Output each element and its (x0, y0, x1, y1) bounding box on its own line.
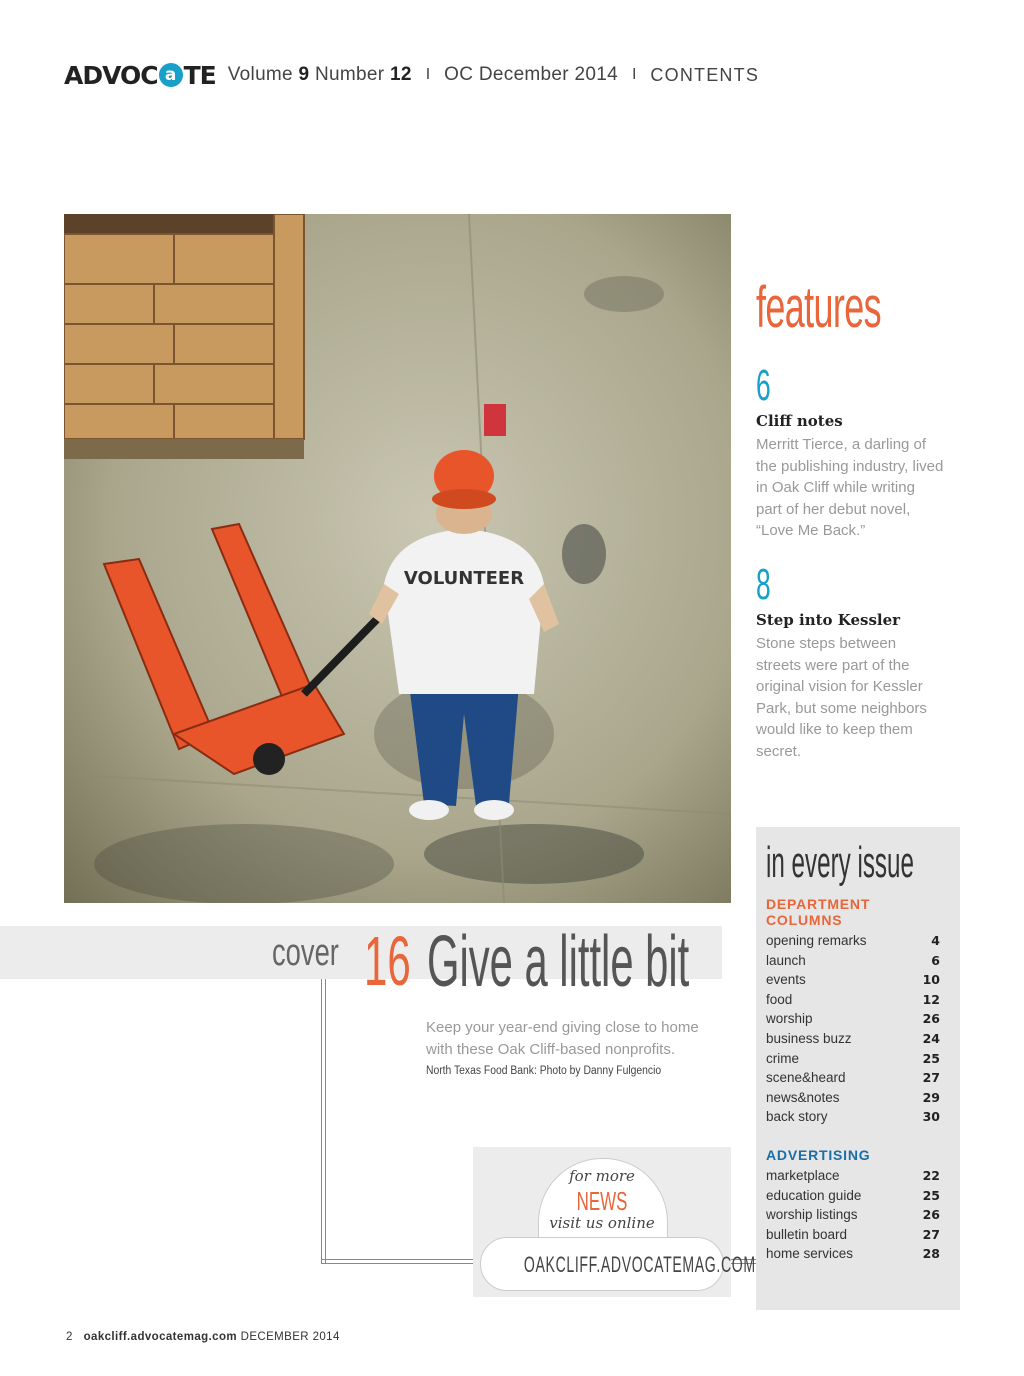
feature-2-description (756, 633, 966, 762)
feature-1-line: part of her debut novel, (756, 500, 911, 518)
logo-text-left: ADVOC (64, 60, 158, 90)
visit-online-text: visit us online (549, 1214, 655, 1232)
advertising-item-page: 22 (922, 1168, 940, 1183)
issue-info (228, 64, 412, 86)
advertising-item[interactable] (766, 1186, 940, 1206)
department-heading-line: COLUMNS (766, 912, 843, 928)
department-item[interactable] (766, 1009, 940, 1029)
footer-date: DECEMBER 2014 (240, 1331, 340, 1343)
feature-1-title: Cliff notes (756, 412, 843, 430)
website-link[interactable]: OAKCLIFF.ADVOCATEMAG.COM (523, 1252, 756, 1277)
advertising-item[interactable] (766, 1166, 940, 1186)
footer-site: oakcliff.advocatemag.com (83, 1331, 237, 1343)
volume-label: Volume (227, 64, 293, 85)
department-item[interactable] (766, 1029, 940, 1049)
department-item-page: 27 (922, 1070, 940, 1086)
cover-photo (64, 214, 731, 903)
department-item-page: 25 (922, 1050, 940, 1066)
connector-horizontal-left (321, 1259, 480, 1264)
volunteer-shirt-text: VOLUNTEER (403, 568, 525, 589)
department-item[interactable] (766, 931, 940, 951)
feature-1-description (756, 434, 966, 542)
department-item-name: food (766, 991, 793, 1007)
advertising-item[interactable] (766, 1205, 940, 1225)
advertising-item-name: home services (766, 1246, 854, 1262)
advertising-item-name: bulletin board (766, 1226, 848, 1242)
photo-credit: North Texas Food Bank: Photo by Danny Fulgencio (426, 1065, 662, 1077)
in-every-issue-heading: in every issue (766, 838, 914, 887)
news-text: NEWS (576, 1186, 628, 1216)
department-item[interactable] (766, 970, 940, 990)
department-item-page: 10 (922, 972, 940, 988)
advertising-item[interactable] (766, 1225, 940, 1245)
page-footer (66, 1331, 340, 1343)
department-item[interactable] (766, 1049, 940, 1069)
department-item-name: scene&heard (766, 1070, 846, 1086)
header-separator-2: I (631, 66, 637, 83)
advertising-item[interactable] (766, 1244, 940, 1264)
logo-at-icon: a (159, 63, 183, 87)
advertising-item-page: 27 (922, 1226, 940, 1242)
department-heading-line: DEPARTMENT (766, 896, 871, 912)
department-item[interactable] (766, 1107, 940, 1127)
issue-date: December 2014 (478, 64, 618, 85)
advertising-item-page: 28 (922, 1246, 940, 1262)
feature-2-line: streets were part of the (756, 656, 910, 674)
cover-description (426, 1017, 736, 1061)
department-item-name: business buzz (766, 1031, 852, 1046)
advocate-logo (64, 61, 216, 90)
feature-2-line: Stone steps between (756, 635, 897, 652)
feature-1-line: the publishing industry, lived (756, 457, 944, 475)
feature-2-page: 8 (756, 560, 771, 609)
cover-label: cover (272, 932, 339, 974)
for-more-text: for more (569, 1167, 635, 1185)
cover-desc-line: with these Oak Cliff-based nonprofits. (426, 1041, 676, 1058)
issue-number: 12 (389, 64, 412, 85)
cover-page-number: 16 (364, 922, 411, 1000)
warehouse-volunteer-illustration (64, 214, 731, 903)
department-item-page: 29 (922, 1089, 940, 1105)
department-item-page: 6 (931, 952, 940, 968)
features-heading: features (756, 275, 881, 340)
connector-vertical (321, 979, 326, 1264)
advertising-item-page: 25 (922, 1187, 940, 1203)
edition-code: OC (444, 64, 474, 85)
department-item-name: events (766, 972, 806, 988)
volume-number: 9 (298, 64, 310, 85)
department-item-page: 26 (922, 1011, 940, 1027)
logo-text-right: TE (183, 60, 216, 90)
advertising-item-name: marketplace (766, 1168, 840, 1183)
edition-date (444, 64, 618, 86)
department-item[interactable] (766, 1068, 940, 1088)
advertising-item-name: worship listings (766, 1207, 858, 1223)
department-item-name: opening remarks (766, 933, 867, 948)
department-item-page: 12 (922, 991, 940, 1007)
feature-2-line: would like to keep them (756, 721, 913, 738)
department-item[interactable] (766, 990, 940, 1010)
header-separator: I (425, 66, 431, 83)
cover-story-title[interactable]: Give a little bit (427, 922, 690, 1002)
department-item-name: news&notes (766, 1089, 840, 1105)
department-item-page: 4 (931, 933, 940, 948)
feature-1-line: in Oak Cliff while writing (756, 479, 915, 496)
section-title: CONTENTS (650, 64, 760, 85)
footer-page-number: 2 (66, 1331, 73, 1343)
department-item-name: crime (766, 1050, 799, 1066)
department-item[interactable] (766, 951, 940, 971)
number-label: Number (315, 64, 385, 85)
department-item-name: worship (766, 1011, 813, 1027)
feature-2-title: Step into Kessler (756, 611, 901, 629)
feature-2-line: original vision for Kessler (756, 678, 923, 695)
feature-1-page: 6 (756, 361, 771, 410)
masthead-header (64, 58, 759, 92)
advertising-item-name: education guide (766, 1187, 862, 1203)
feature-1-line: Merritt Tierce, a darling of (756, 436, 927, 453)
department-item-name: back story (766, 1109, 828, 1125)
feature-1-line: “Love Me Back.” (756, 522, 866, 539)
department-item-page: 24 (922, 1031, 940, 1046)
department-columns-heading (766, 896, 870, 928)
cover-desc-line: Keep your year-end giving close to home (426, 1019, 699, 1036)
advertising-heading: ADVERTISING (766, 1147, 871, 1163)
advertising-item-page: 26 (922, 1207, 940, 1223)
feature-2-line: Park, but some neighbors (756, 699, 927, 717)
department-item-name: launch (766, 952, 806, 968)
department-item-page: 30 (922, 1109, 940, 1125)
department-item[interactable] (766, 1088, 940, 1108)
feature-2-line: secret. (756, 742, 802, 760)
